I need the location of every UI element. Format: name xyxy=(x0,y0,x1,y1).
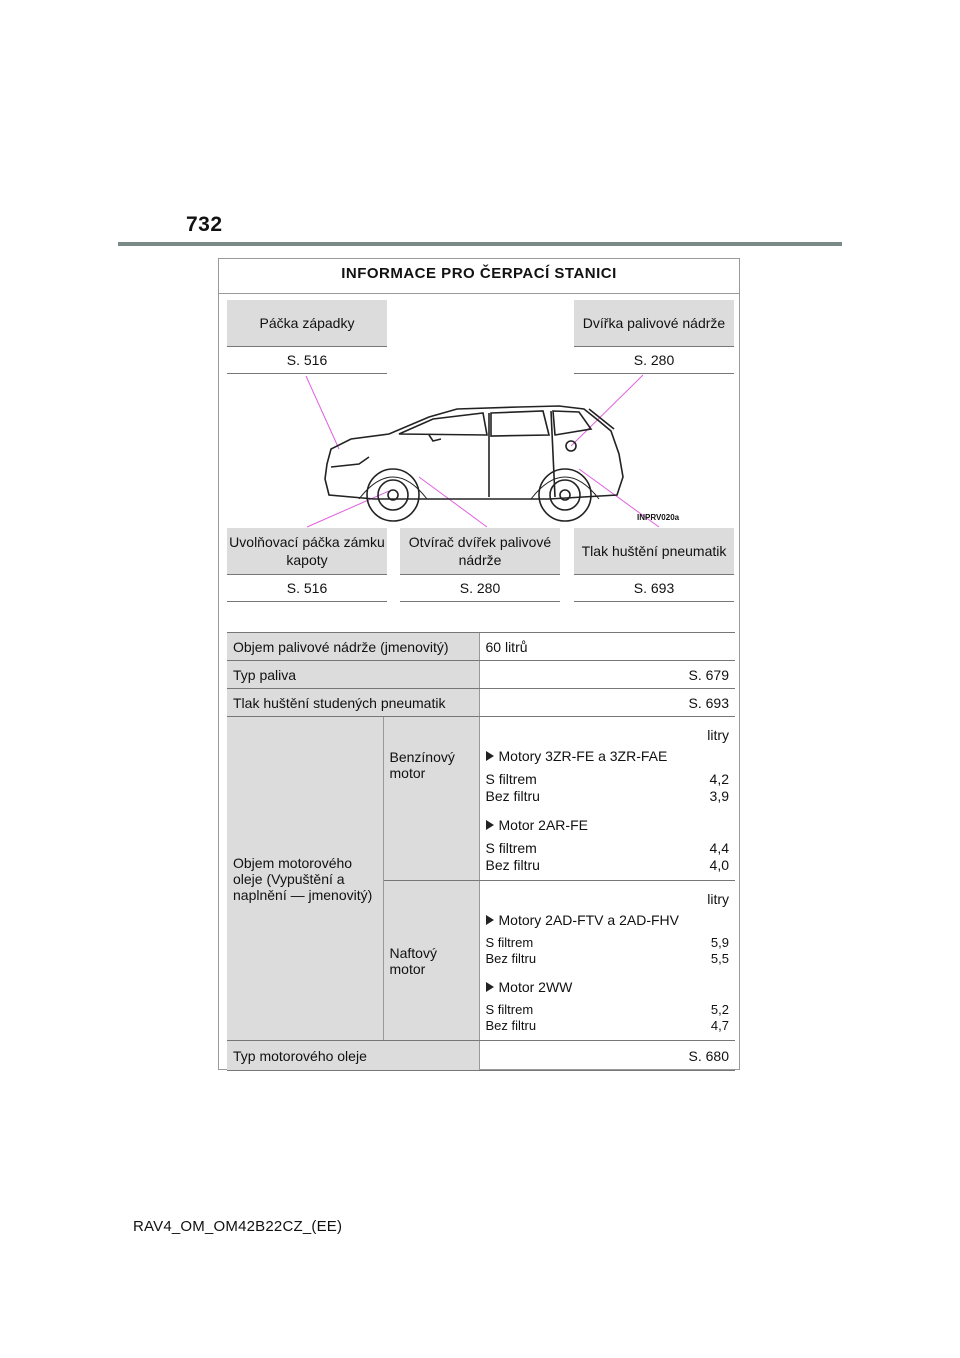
ref-fuel-door: S. 280 xyxy=(574,347,734,374)
oil-type-value: S. 680 xyxy=(479,1041,735,1071)
diesel-values: litry Motory 2AD-FTV a 2AD-FHV S filtrem 5,9 Bez filtru 5,5 Motor 2WW S filtrem 5,2 Bez filtru 4,7 xyxy=(479,881,735,1041)
oil-capacity-label: Objem motorového oleje (Vypuštění a naplnění — jmenovitý) xyxy=(227,717,383,1041)
label-hood-release: Uvolňovací páčka zámku kapoty xyxy=(227,528,387,575)
table-row xyxy=(227,661,735,689)
gasoline-engine-label: Benzínový motor xyxy=(383,717,479,881)
fuel-capacity-value: 60 litrů xyxy=(479,633,735,661)
page-number: 732 xyxy=(186,213,223,236)
leader-lines xyxy=(306,375,659,527)
tire-pressure-value: S. 693 xyxy=(479,689,735,717)
label-hood-latch: Páčka západky xyxy=(227,300,387,347)
label-fuel-door-opener: Otvírač dvířek palivové nádrže xyxy=(400,528,560,575)
footer-doc-code: RAV4_OM_OM42B22CZ_(EE) xyxy=(133,1218,343,1235)
diesel-engine-label: Naftový motor xyxy=(383,881,479,1041)
gasoline-values: litry Motory 3ZR-FE a 3ZR-FAE S filtrem 4,2 Bez filtru 3,9 Motor 2AR-FE S filtrem 4,4 Bez filtru 4,0 xyxy=(479,717,735,881)
engine-heading: Motory 3ZR-FE a 3ZR-FAE xyxy=(486,748,730,765)
table-row xyxy=(227,689,735,717)
label-fuel-door: Dvířka palivové nádrže xyxy=(574,300,734,347)
triangle-bullet-icon xyxy=(486,751,494,761)
ref-fuel-door-opener: S. 280 xyxy=(400,575,560,602)
engine-heading: Motor 2AR-FE xyxy=(486,817,730,834)
ref-tire-pressure: S. 693 xyxy=(574,575,734,602)
table-row xyxy=(227,717,735,881)
unit-label: litry xyxy=(707,891,729,907)
triangle-bullet-icon xyxy=(486,982,494,992)
triangle-bullet-icon xyxy=(486,820,494,830)
fuel-info-box xyxy=(218,258,740,1070)
car-body xyxy=(325,406,623,521)
triangle-bullet-icon xyxy=(486,915,494,925)
spec-table xyxy=(227,632,735,1071)
engine-heading: Motory 2AD-FTV a 2AD-FHV xyxy=(486,912,730,929)
table-row xyxy=(227,1041,735,1071)
ref-hood-release: S. 516 xyxy=(227,575,387,602)
unit-label: litry xyxy=(707,727,729,743)
fuel-capacity-label: Objem palivové nádrže (jmenovitý) xyxy=(227,633,479,661)
header-rule xyxy=(118,242,842,246)
oil-type-label: Typ motorového oleje xyxy=(227,1041,479,1071)
engine-heading: Motor 2WW xyxy=(486,979,730,996)
tire-pressure-label: Tlak huštění studených pneumatik xyxy=(227,689,479,717)
image-code: INPRV020a xyxy=(637,513,680,522)
box-title: INFORMACE PRO ČERPACÍ STANICI xyxy=(219,259,739,294)
fuel-type-label: Typ paliva xyxy=(227,661,479,689)
label-tire-pressure: Tlak huštění pneumatik xyxy=(574,528,734,575)
fuel-type-value: S. 679 xyxy=(479,661,735,689)
table-row xyxy=(227,633,735,661)
ref-hood-latch: S. 516 xyxy=(227,347,387,374)
